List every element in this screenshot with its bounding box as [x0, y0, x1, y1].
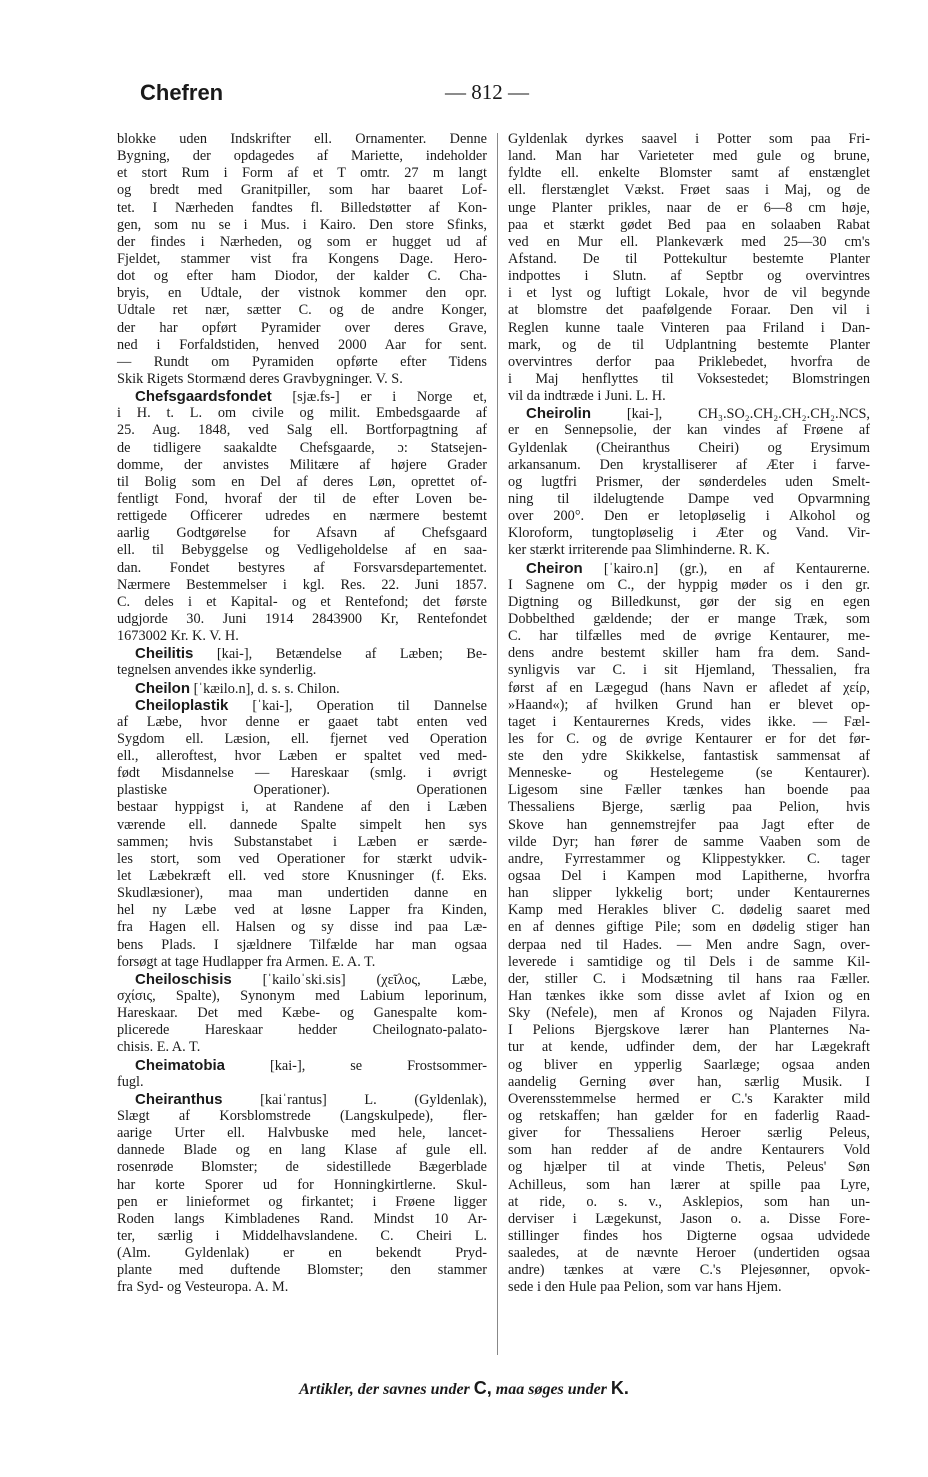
- text-line: Thessaliens Bjerge, særlig paa Pelion, hvis: [508, 799, 870, 816]
- text-line: Slægt af Korsblomstrede (Langskulpede), fler-: [117, 1108, 487, 1125]
- headword: Cheiloplastik: [135, 696, 229, 714]
- text-line: Cheirolin [kai-], CH₃.SO₂.CH₂.CH₂.CH₂.NCS,: [526, 405, 870, 423]
- text-line: chisis. E. A. T.: [117, 1039, 201, 1056]
- text-line: Skove han gennemstrejfer paa Jagt efter de: [508, 816, 870, 833]
- right-column: [508, 131, 870, 1297]
- text-line: blokke uden Indskrifter ell. Ornamenter. Denne: [117, 131, 487, 147]
- text-line: — Rundt om Pyramiden opførte efter Tidens: [117, 353, 487, 370]
- text-line: ell., alleroftest, hvor Læben er spaltet ved med-: [117, 748, 487, 765]
- text-line: C. deles i et Kapital- og et Rentefond; det første: [117, 593, 487, 610]
- text-line: bryis, en Udtale, der vistnok kommer den opr.: [117, 285, 487, 302]
- text-line: af Læbe, hvor denne er gaaet tabt enten ved: [117, 713, 487, 730]
- text-line: gen, som nu se i Mus. i Kairo. Den store Sfinks,: [117, 216, 487, 233]
- text-line: vil da indtræde i Juni. L. H.: [508, 388, 666, 405]
- headword: Cheilon: [135, 679, 190, 697]
- text-line: Sky (Nefele), men af Kronos og Najaden Filyra.: [508, 1005, 870, 1022]
- text-line: Achilleus, som han lærer at spille paa Lyre,: [508, 1176, 870, 1193]
- text-line: plante med duftende Blomster; den stammer: [117, 1262, 487, 1279]
- text-line: ell. til Bebyggelse og Vedligeholdelse af en saa-: [117, 542, 487, 559]
- text-line: Ligesom sine Fæller tænkes han boende paa: [508, 782, 870, 799]
- text-line: dens andre bestemt skiller ham fra dem. Sand-: [508, 645, 870, 662]
- text-line: Cheilon [ˈkæilo.n], d. s. s. Chilon.: [135, 679, 340, 697]
- text-line: aarige Urter ell. Halvbuske med hele, lancet-: [117, 1125, 487, 1142]
- text-line: Cheimatobia [kai-], se Frostsommer-: [135, 1056, 487, 1074]
- text-line: først af en Lægegud (hans Navn er afledet af χείρ,: [508, 679, 870, 696]
- footer-letter-c: C,: [473, 1378, 492, 1398]
- text-line: tur at kende, udfinder dem, der har Lægekraft: [508, 1039, 870, 1056]
- text-line: i H. t. L. om civile og milit. Embedsgaarde af: [117, 405, 487, 422]
- text-line: Hareskaar. Det med Kæbe- og Ganespalte kom-: [117, 1005, 487, 1022]
- text-line: (Alm. Gyldenlak) er en bekendt Pryd-: [117, 1245, 487, 1262]
- text-line: og retskaffen; han gælder for en faderlig Raad-: [508, 1108, 870, 1125]
- text-line: Overensstemmelse hermed er C.'s Karakter mild: [508, 1090, 870, 1107]
- text-line: pen er linieformet og firkantet; i Frøene ligger: [117, 1193, 487, 1210]
- text-line: Han tænkes ikke som disse avlet af Ixion og en: [508, 988, 870, 1005]
- text-line: Fjeldet, stammer vist fra Kongens Dage. Hero-: [117, 250, 487, 267]
- text-line: rettigede Officerer udredes en nærmere bestemt: [117, 508, 487, 525]
- text-line: ter, særlig i Middelhavslandene. C. Cheiri L.: [117, 1228, 487, 1244]
- text-line: I Pelions Bjergskove lærer han Planternes Na-: [508, 1022, 870, 1039]
- text-line: land. Man har Varieteter med gule og brune,: [508, 148, 870, 165]
- headword: Cheimatobia: [135, 1056, 226, 1074]
- text-line: at ride, o. s. v., Asklepios, som han un-: [508, 1193, 870, 1210]
- footer-note: [0, 1378, 928, 1399]
- text-line: Udtale ret nær, sætter C. og de andre Konger,: [117, 302, 487, 319]
- text-line: Roden langs Kimbladenes Rand. Mindst 10 Ar-: [117, 1210, 487, 1227]
- text-line: plastiske Operationer). Operationen: [117, 782, 487, 799]
- text-line: rosenrøde Blomster; de sidestillede Bægerblade: [117, 1159, 487, 1176]
- headword: Cheiranthus: [135, 1090, 223, 1108]
- text-line: sammen; hvis Substanstabet i Læben er særde-: [117, 833, 487, 850]
- text-line: Cheiron [ˈkairo.n] (gr.), en af Kentaurerne.: [526, 559, 870, 577]
- text-line: sede i den Hule paa Pelion, som var hans Hjem.: [508, 1279, 782, 1296]
- text-line: der findes i Nærheden, og som er hugget ud af: [117, 233, 487, 250]
- text-line: og bliver en ypperlig Saarlæge; ogsaa anden: [508, 1056, 870, 1073]
- text-line: aarlig Godtgørelse for Afsavn af Chefsgaard: [117, 525, 487, 542]
- text-line: les stort, som ved Operationer for stærkt udvik-: [117, 850, 487, 867]
- text-line: Digtning og Billedkunst, gør der sig en egen: [508, 593, 870, 610]
- headword: Cheilitis: [135, 645, 194, 663]
- text-line: dannede Blade og en lang Klase af gule ell.: [117, 1142, 487, 1159]
- text-line: Bygning, der opdagedes af Mariette, indeholder: [117, 148, 487, 165]
- text-line: Chefsgaardsfondet [sjæ.fs-] er i Norge et,: [135, 388, 487, 406]
- text-line: udgjorde 30. Juni 1914 2843900 Kr, Rentefondet: [117, 610, 487, 627]
- text-line: derviser i Lægekunst, Jason o. a. Disse Fore-: [508, 1210, 870, 1227]
- running-header: [140, 80, 860, 110]
- text-line: i Maj henflyttes til Voksestedet; Blomstringen: [508, 370, 870, 387]
- headword: Cheiloschisis: [135, 970, 232, 988]
- text-line: arkansanum. Den krystalliserer af Æter i farve-: [508, 456, 870, 473]
- text-line: Nærmere Bestemmelser i kgl. Res. 22. Juni 1857.: [117, 576, 487, 593]
- text-line: Cheiloschisis [ˈkailoˈski.sis] (χεῖλος, Læbe,: [135, 970, 487, 988]
- text-line: og hjælper til at vinde Thetis, Peleus' Søn: [508, 1159, 870, 1176]
- text-line: ved en Mur ell. Plankeværk med 25—30 cm's: [508, 233, 870, 250]
- text-line: overvintres derfor paa Priklebedet, hvorfra de: [508, 353, 870, 370]
- text-line: Kamp med Herakles bliver C. dødelig saaret med: [508, 902, 870, 919]
- text-line: de tidligere saakaldte Chefsgaarde, ɔ: Statsejen-: [117, 439, 487, 456]
- text-line: paa et stærkt gødet Bed paa en solaaben Rabat: [508, 216, 870, 233]
- footer-letter-k: K.: [610, 1378, 629, 1398]
- text-line: andre, Fyrrestammer og Klippestykker. C. tager: [508, 850, 870, 867]
- text-line: Dobbelthed gældende; der er mange Træk, som: [508, 610, 870, 627]
- text-line: ker stærkt irriterende paa Slimhinderne. R. K.: [508, 542, 770, 559]
- text-line: stillinger findes hos Digterne ogsaa udvidede: [508, 1228, 870, 1244]
- text-line: derpaa ned til Hades. — Men andre Sagn, over-: [508, 936, 870, 953]
- text-line: plicerede Hareskaar hedder Cheilognato-palato-: [117, 1022, 487, 1039]
- text-line: værende ell. dannede Spalte simpelt hen sys: [117, 816, 487, 833]
- text-line: fugl.: [117, 1073, 144, 1090]
- text-line: til Bolig som en Del af deres Løn, oprettet of-: [117, 473, 487, 490]
- text-line: dan. Fondet bestyres af Forsvarsdepartementet.: [117, 559, 487, 576]
- text-line: bens Plads. I sjældnere Tilfælde har man ogsaa: [117, 936, 487, 953]
- text-line: og lugtfri Prismer, der sønderdeles uden Smelt-: [508, 473, 870, 490]
- text-line: ste den ydre Skikkelse, fantastisk sammensat af: [508, 748, 870, 765]
- text-line: Kloroform, tungtopløselig i Æter og Vand. Vir-: [508, 525, 870, 542]
- text-line: hel ny Læbe ved at løsne Lapper fra Kinden,: [117, 902, 487, 919]
- text-line: dot og efter ham Diodor, der kalder C. Cha-: [117, 268, 487, 285]
- text-line: aandelig Gerning øver han, særlig Musik. I: [508, 1073, 870, 1090]
- text-line: ell. flerstænglet Vækst. Frøet saas i Maj, og de: [508, 182, 870, 199]
- text-line: 25. Aug. 1848, ved Salg ell. Bortforpagtning af: [117, 422, 487, 439]
- text-line: fra Hagen ell. Halsen og sy disse ind paa Læ-: [117, 919, 487, 936]
- text-line: der har opført Pyramider over deres Grave,: [117, 319, 487, 336]
- text-line: Skudlæsioner), maa man undertiden danne en: [117, 885, 487, 902]
- text-line: Cheilitis [kai-], Betændelse af Læben; Be-: [135, 645, 487, 663]
- headword: Chefsgaardsfondet: [135, 388, 272, 406]
- text-line: let Læbekræft ell. ved store Knusninger (f. Eks.: [117, 868, 487, 885]
- text-line: fentligt Fond, hvoraf der til de efter Loven be-: [117, 490, 487, 507]
- text-line: han slipper lykkelig bort; under Kentaurernes: [508, 885, 870, 902]
- text-line: fra Syd- og Vesteuropa. A. M.: [117, 1279, 289, 1296]
- text-line: taget i Kentaurernes Kreds, vides ikke. — Fæl-: [508, 713, 870, 730]
- text-line: andre) tænkes at være C.'s Plejesønner, opvok-: [508, 1262, 870, 1279]
- page-number: — 812 —: [445, 80, 529, 104]
- footer-middle: maa søges under: [495, 1381, 607, 1398]
- headword: Cheirolin: [526, 405, 592, 423]
- column-divider: [497, 133, 498, 1355]
- text-line: Menneske- og Hestelegeme (se Kentaurer).: [508, 765, 870, 782]
- text-line: fyldte ell. enkelte Blomster samt af enstænglet: [508, 165, 870, 182]
- text-line: saaledes, at de nævnte Heroer (undertiden ogsaa: [508, 1245, 870, 1262]
- text-line: σχίσις, Spalte), Synonym med Labium leporinum,: [117, 988, 487, 1005]
- text-line: som han redder af de andre Kentaurers Vold: [508, 1142, 870, 1159]
- text-line: en af dennes giftige Pile; som en dødelig stiger han: [508, 919, 870, 936]
- text-line: Cheiranthus [kaiˈrantus] L. (Gyldenlak),: [135, 1090, 487, 1108]
- text-line: ning til ildelugtende Dampe ved Opvarmning: [508, 490, 870, 507]
- text-line: der, stiller C. i Modsætning til hans raa Fæller.: [508, 970, 870, 987]
- text-line: les for C. og de øvrige Kentaurer er for det før-: [508, 730, 870, 747]
- text-line: Gyldenlak dyrkes saavel i Potter som paa Fri-: [508, 131, 870, 147]
- text-line: tet. I Nærheden fandtes fl. Billedstøtter af Kon-: [117, 199, 487, 216]
- text-line: Sygdom ell. Læsion, ell. fjernet ved Operation: [117, 730, 487, 747]
- text-line: Gyldenlak (Cheiranthus Cheiri) og Erysimum: [508, 439, 870, 456]
- text-line: Reglen kunne taale Vinteren paa Friland i Dan-: [508, 319, 870, 336]
- text-line: mark, og de til Udplantning bestemte Planter: [508, 336, 870, 353]
- text-line: bestaar hyppigst i, at Randene af den i Læben: [117, 799, 487, 816]
- text-line: I Sagnene om C., der hyppig møder os i den gr.: [508, 576, 870, 593]
- text-line: »Haand«); af hvilken Grund han er blevet op-: [508, 696, 870, 713]
- text-line: synligvis var C. i sit Hjemland, Thessalien, fra: [508, 662, 870, 679]
- left-column: [117, 131, 487, 1297]
- header-title: Chefren: [140, 80, 224, 105]
- text-line: forsøgt at tage Hudlapper fra Armen. E. A. T.: [117, 953, 376, 970]
- text-line: har korte Sporer ud for Honningkirtlerne. Skul-: [117, 1176, 487, 1193]
- text-line: født Misdannelse — Hareskaar (smlg. i øvrigt: [117, 765, 487, 782]
- text-line: giver for Thessaliens Heroer særlig Peleus,: [508, 1125, 870, 1142]
- headword: Cheiron: [526, 559, 583, 577]
- text-line: ned i Forfaldstiden, henved 2000 Aar for sent.: [117, 336, 487, 353]
- text-line: tegnelsen anvendes ikke synderlig.: [117, 662, 317, 679]
- text-line: indpottes i Slutn. af Septbr og overvintres: [508, 268, 870, 285]
- text-line: vilde Dyr; han fører de samme Vaaben som de: [508, 833, 870, 850]
- text-line: i et lyst og luftigt Lokale, hvor de vil begynde: [508, 285, 870, 302]
- text-line: unge Planter prikles, naar de er 6—8 cm høje,: [508, 199, 870, 216]
- text-line: Skik Rigets Stormænd deres Gravbygninger. V. S.: [117, 370, 403, 387]
- text-line: er en Sennepsolie, der kan vindes af Frøene af: [508, 422, 870, 439]
- text-line: et stort Rum i Form af et T omtr. 27 m langt: [117, 165, 487, 182]
- text-line: Afstand. De til Pottekultur bestemte Planter: [508, 250, 870, 267]
- text-line: over 200°. Den er letopløselig i Alkohol og: [508, 508, 870, 525]
- text-line: og bredt med Granitpiller, som har baaret Lof-: [117, 182, 487, 199]
- text-line: leverede i samtidige og til Dels i de samme Kil-: [508, 953, 870, 970]
- text-line: C. har tilfælles med de øvrige Kentaurer, me-: [508, 628, 870, 645]
- text-line: ogsaa Del i Kampen mod Lapitherne, hvorfra: [508, 868, 870, 885]
- text-line: at blomstre det paafølgende Foraar. Den vil i: [508, 302, 870, 319]
- text-line: 1673002 Kr. K. V. H.: [117, 628, 239, 645]
- footer-text: Artikler, der savnes under: [299, 1381, 470, 1398]
- text-line: Cheiloplastik [ˈkai-], Operation til Dannelse: [135, 696, 487, 714]
- text-line: domme, der anvistes Militære af højere Grader: [117, 456, 487, 473]
